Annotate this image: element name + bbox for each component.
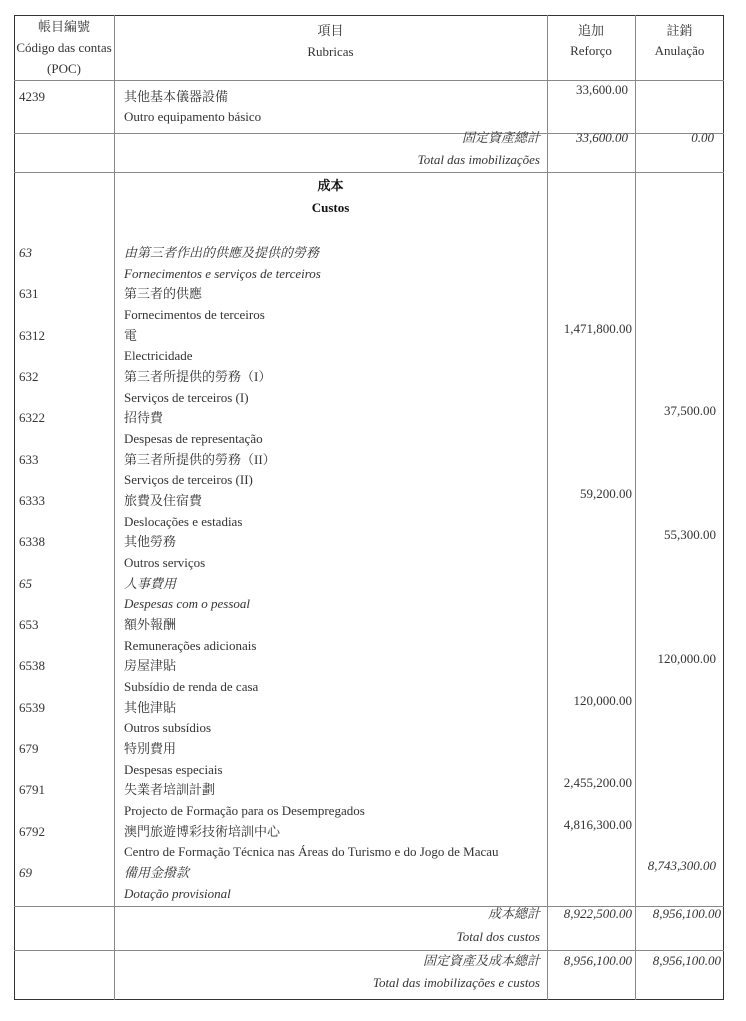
item-anulacao: 37,500.00 [664,403,716,419]
item-label-zh: 失業者培訓計劃 [124,782,216,798]
item-reforco: 59,200.00 [580,485,632,501]
column-divider [635,15,636,1000]
item-label-pt: Centro de Formação Técnica nas Áreas do Turismo e do Jogo de Macau [124,844,499,860]
item-anulacao: 8,743,300.00 [647,857,716,873]
item-label-pt: Outros serviços [124,555,206,570]
header-code-zh: 帳目編號 [37,19,90,34]
costs-total-anulacao: 8,956,100.00 [652,906,721,921]
item-label-pt: Despesas especiais [124,761,223,777]
grand-total-label-zh: 固定資產及成本總計 [422,953,540,968]
item-label-zh: 第三者所提供的勞務（II） [124,451,276,467]
item-label-pt: Outro equipamento básico [124,109,262,124]
item-label-zh: 房屋津貼 [124,658,177,674]
item-label-pt: Serviços de terceiros (I) [124,389,249,405]
header-code-sub: (POC) [47,61,81,76]
section-title-zh: 成本 [317,178,344,193]
item-reforco: 4,816,300.00 [563,816,632,832]
item-label-pt: Outros subsídios [124,720,212,736]
column-divider [547,15,548,1000]
section-title-pt: Custos [311,200,350,215]
item-code: 4239 [19,89,45,104]
item-label-zh: 由第三者作出的供應及提供的勞務 [124,245,320,260]
header-rubric-zh: 項目 [317,23,344,38]
grand-total-anulacao: 8,956,100.00 [652,953,721,968]
header-anulacao-zh: 註銷 [666,23,693,38]
item-anulacao: 120,000.00 [657,651,716,667]
item-label-pt: Dotação provisional [124,885,231,901]
item-label-zh: 旅費及住宿費 [124,492,203,508]
total-label-zh: 固定資產總計 [461,130,540,145]
item-code: 631 [19,286,39,302]
total-anulacao: 0.00 [691,130,714,145]
grand-total-label-pt: Total das imobilizações e custos [372,975,540,990]
item-label-zh: 其他勞務 [124,534,177,550]
item-label-zh: 額外報酬 [124,616,177,632]
item-code: 633 [19,451,39,467]
item-label-pt: Despesas com o pessoal [124,596,251,612]
item-reforco: 33,600.00 [576,82,628,97]
item-code: 632 [19,368,39,384]
item-label-zh: 澳門旅遊博彩技術培訓中心 [124,823,281,839]
item-code: 63 [19,245,32,260]
item-reforco: 2,455,200.00 [563,775,632,791]
header-code-pt: Código das contas [16,40,112,55]
item-code: 6312 [19,327,45,343]
item-label-zh: 備用金撥款 [124,864,190,880]
item-label-zh: 其他津貼 [124,699,177,715]
item-label-pt: Serviços de terceiros (II) [124,472,253,488]
item-label-pt: Deslocações e estadias [124,513,243,529]
item-label-pt: Despesas de representação [124,431,263,447]
row-divider [14,80,724,81]
item-code: 6538 [19,658,45,674]
item-label-pt: Electricidade [124,348,193,364]
item-label-zh: 其他基本儀器設備 [124,89,229,104]
item-code: 6322 [19,410,45,426]
item-label-pt: Projecto de Formação para os Desempregados [124,802,365,818]
item-reforco: 1,471,800.00 [563,320,632,336]
costs-total-label-pt: Total dos custos [456,929,540,944]
item-code: 6539 [19,699,45,715]
total-reforco: 33,600.00 [576,130,628,145]
item-code: 679 [19,740,39,756]
item-code: 69 [19,864,32,880]
item-code: 6792 [19,823,45,839]
item-anulacao: 55,300.00 [664,527,716,543]
item-label-zh: 第三者的供應 [124,286,203,302]
item-label-zh: 特別費用 [124,740,177,756]
item-label-zh: 人事費用 [124,575,177,591]
header-reforco-pt: Reforço [570,43,612,58]
costs-total-label-zh: 成本總計 [487,906,540,921]
item-label-zh: 招待費 [124,410,164,426]
item-label-zh: 第三者所提供的勞務（I） [124,368,272,384]
item-label-pt: Fornecimentos e serviços de terceiros [124,265,321,281]
row-divider [14,172,724,173]
item-code: 65 [19,575,32,591]
item-code: 6338 [19,534,45,550]
item-code: 6791 [19,782,45,798]
item-label-pt: Fornecimentos de terceiros [124,307,265,323]
item-code: 6333 [19,492,45,508]
header-rubric-pt: Rubricas [307,44,354,59]
costs-total-reforco: 8,922,500.00 [563,906,632,921]
total-label-pt: Total das imobilizações [417,152,540,167]
item-code: 653 [19,616,39,632]
grand-total-reforco: 8,956,100.00 [563,953,632,968]
header-anulacao-pt: Anulação [654,43,705,58]
item-label-pt: Remunerações adicionais [124,637,257,653]
row-divider [14,950,724,951]
header-reforco-zh: 追加 [577,23,604,38]
item-label-zh: 電 [124,327,138,343]
item-label-pt: Subsídio de renda de casa [124,679,259,694]
item-reforco: 120,000.00 [573,692,632,708]
